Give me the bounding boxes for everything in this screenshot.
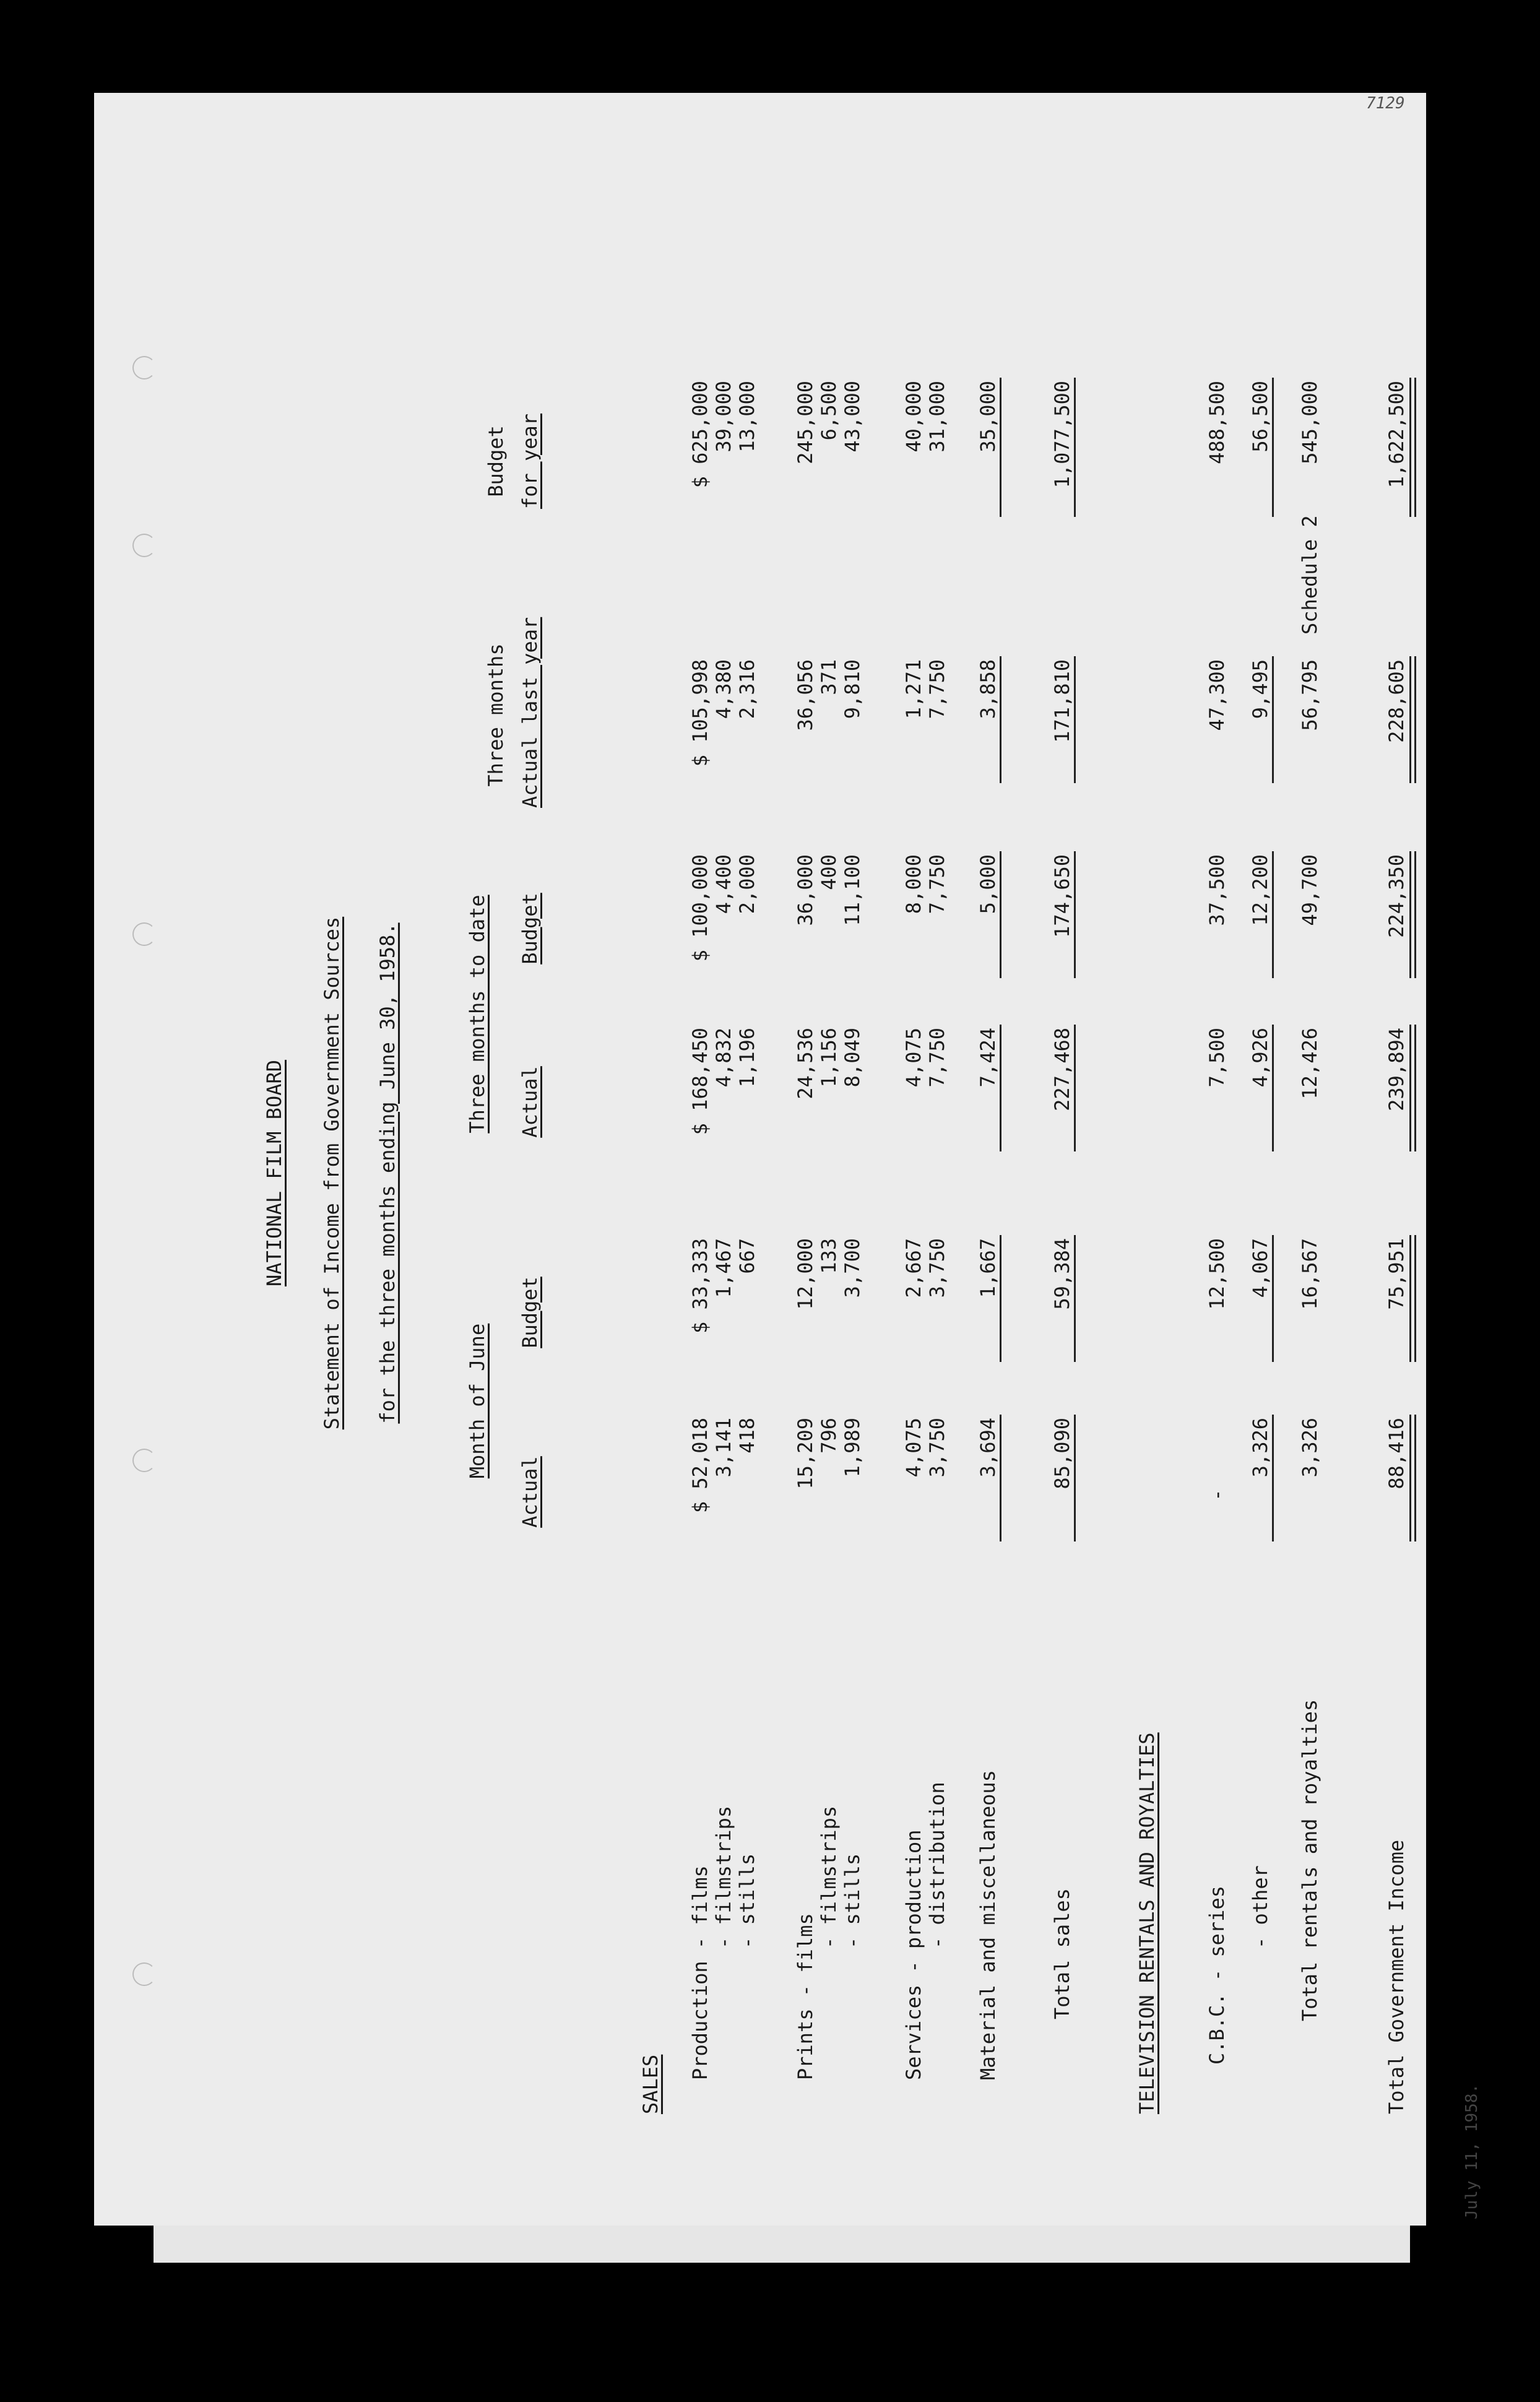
cell: 75,951: [1385, 1238, 1408, 1310]
cell: -: [1205, 1489, 1229, 1501]
cell: 7,424: [976, 1028, 1000, 1088]
rule-line: [1272, 1235, 1274, 1362]
header-last-year-line2: Actual last year: [518, 617, 542, 808]
cell: 12,426: [1298, 1028, 1322, 1099]
cell-group: 4,075 3,750: [902, 1418, 949, 1478]
cell-group: 12,000 133 3,700: [794, 1238, 864, 1310]
rule-line: [1074, 1235, 1076, 1362]
cell: 171,810: [1050, 659, 1074, 743]
rule-line: [1074, 851, 1076, 978]
rotated-content: [94, 93, 1481, 2226]
document-period: for the three months ending June 30, 1958.: [376, 922, 399, 1424]
schedule-label: Schedule 2: [1298, 515, 1322, 635]
cell: 3,858: [976, 659, 1000, 719]
cell: 5,000: [976, 854, 1000, 914]
cell-group: $ 625,000 39,000 13,000: [688, 381, 759, 488]
header-three-actual: Actual: [518, 1066, 542, 1138]
cell-group: 2,667 3,750: [902, 1238, 949, 1298]
row-label: Total rentals and royalties: [1298, 1699, 1322, 2021]
rule-line: [1000, 1025, 1001, 1151]
document-title: NATIONAL FILM BOARD: [262, 1059, 286, 1287]
cell-group: 40,000 31,000: [902, 381, 949, 453]
cell: 35,000: [976, 381, 1000, 453]
sales-heading: SALES: [639, 2054, 662, 2114]
row-label: Services - production: [902, 1829, 925, 2080]
rule-line: [1000, 1415, 1001, 1541]
document-page: [94, 93, 1481, 2226]
cell-group: $ 100,000 4,400 2,000: [688, 854, 759, 962]
header-month-actual: Actual: [518, 1456, 542, 1528]
cell: 1,667: [976, 1238, 1000, 1298]
cell: 3,326: [1298, 1418, 1322, 1478]
cell: 85,090: [1050, 1418, 1074, 1489]
header-month-of-june: Month of June: [465, 1323, 489, 1479]
rule-line: [1000, 851, 1001, 978]
row-label: - filmstrips: [817, 1805, 841, 1949]
rule-line: [1074, 656, 1076, 783]
cell: 37,500: [1205, 854, 1229, 926]
document-subtitle: Statement of Income from Government Sources: [320, 916, 344, 1430]
page-number-mark: 7129: [1366, 94, 1405, 113]
television-heading: TELEVISION RENTALS AND ROYALTIES: [1135, 1732, 1159, 2114]
cell-group: 15,209 796 1,989: [794, 1418, 864, 1489]
footer-date: July 11, 1958.: [1463, 2083, 1481, 2219]
cell: 1,077,500: [1050, 381, 1074, 488]
rule-line: [1000, 1235, 1001, 1362]
row-label: - stills: [841, 1853, 864, 1949]
cell-group: 8,000 7,750: [902, 854, 949, 914]
row-label: - stills: [735, 1853, 759, 1949]
rule-line: [1074, 1415, 1076, 1541]
row-label: - filmstrips: [712, 1805, 735, 1949]
row-label: Total sales: [1050, 1888, 1074, 2019]
cell-group: $ 105,998 4,380 2,316: [688, 659, 759, 767]
cell: 3,326: [1248, 1418, 1272, 1478]
cell: 59,384: [1050, 1238, 1074, 1310]
row-label: C.B.C. - series: [1205, 1886, 1229, 2065]
double-rule: [1409, 851, 1416, 978]
row-label: Total Government Income: [1385, 1839, 1408, 2114]
header-year-line1: Budget: [484, 425, 508, 497]
cell: 88,416: [1385, 1418, 1408, 1489]
cell: 12,200: [1248, 854, 1272, 926]
cell-group: $ 168,450 4,832 1,196: [688, 1028, 759, 1135]
header-last-year-line1: Three months: [484, 643, 508, 787]
rule-line: [1074, 378, 1076, 517]
row-label: - other: [1248, 1865, 1272, 1949]
header-year-line2: for year: [518, 413, 542, 509]
cell-group: $ 33,333 1,467 667: [688, 1238, 759, 1334]
double-rule: [1409, 1235, 1416, 1362]
cell: 9,495: [1248, 659, 1272, 719]
cell-group: 36,000 400 11,100: [794, 854, 864, 926]
cell: 56,795: [1298, 659, 1322, 731]
cell: 12,500: [1205, 1238, 1229, 1310]
cell: 4,067: [1248, 1238, 1272, 1298]
cell-group: 4,075 7,750: [902, 1028, 949, 1088]
double-rule: [1409, 1025, 1416, 1151]
header-month-budget: Budget: [518, 1277, 542, 1348]
cell: 239,894: [1385, 1028, 1408, 1111]
rule-line: [1272, 851, 1274, 978]
cell: 1,622,500: [1385, 381, 1408, 488]
header-three-budget: Budget: [518, 893, 542, 965]
cell: 7,500: [1205, 1028, 1229, 1088]
double-rule: [1409, 378, 1416, 517]
rule-line: [1074, 1025, 1076, 1151]
cell-group: 36,056 371 9,810: [794, 659, 864, 731]
rule-line: [1272, 656, 1274, 783]
rule-line: [1272, 1025, 1274, 1151]
underlying-sheet-edge: [154, 2219, 1410, 2263]
cell: 49,700: [1298, 854, 1322, 926]
row-label: Prints - films: [794, 1913, 817, 2080]
cell: 224,350: [1385, 854, 1408, 938]
cell: 545,000: [1298, 381, 1322, 464]
cell: 16,567: [1298, 1238, 1322, 1310]
rule-line: [1272, 378, 1274, 517]
cell: 174,650: [1050, 854, 1074, 938]
row-label: Material and miscellaneous: [976, 1770, 1000, 2080]
cell: 47,300: [1205, 659, 1229, 731]
cell: 488,500: [1205, 381, 1229, 464]
header-three-months-to-date: Three months to date: [465, 895, 489, 1134]
cell: 227,468: [1050, 1028, 1074, 1111]
cell-group: 245,000 6,500 43,000: [794, 381, 864, 464]
rule-line: [1272, 1415, 1274, 1541]
cell-group: $ 52,018 3,141 418: [688, 1418, 759, 1514]
cell-group: 1,271 7,750: [902, 659, 949, 719]
row-label: Production - films: [688, 1865, 712, 2080]
cell-group: 24,536 1,156 8,049: [794, 1028, 864, 1099]
cell: 56,500: [1248, 381, 1272, 453]
double-rule: [1409, 1415, 1416, 1541]
cell: 3,694: [976, 1418, 1000, 1478]
row-label: - distribution: [925, 1782, 949, 1949]
cell: 4,926: [1248, 1028, 1272, 1088]
cell: 228,605: [1385, 659, 1408, 743]
rule-line: [1000, 378, 1001, 517]
rule-line: [1000, 656, 1001, 783]
double-rule: [1409, 656, 1416, 783]
